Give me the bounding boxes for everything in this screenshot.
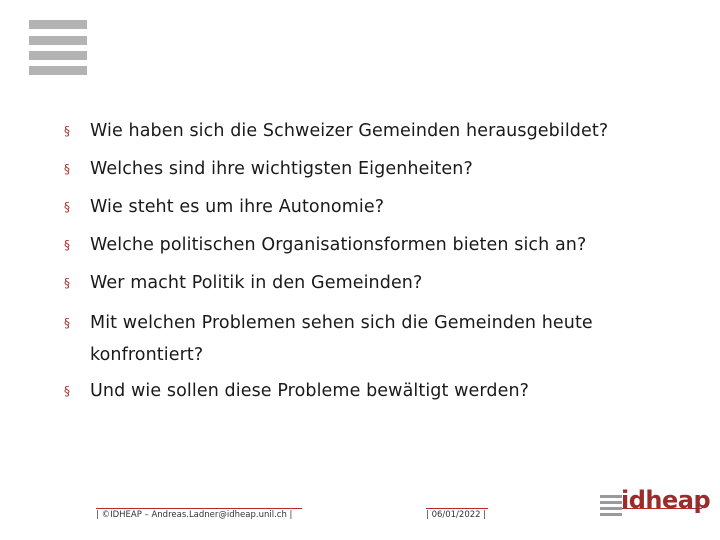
logo-stripe <box>600 513 622 516</box>
bullet-text: Wer macht Politik in den Gemeinden? <box>90 273 423 293</box>
bullet-marker-icon: § <box>64 384 71 398</box>
logo-bar <box>29 20 87 29</box>
bullet-marker-icon: § <box>64 276 71 290</box>
list-item <box>64 117 704 145</box>
logo-bar <box>29 51 87 60</box>
list-item <box>64 231 704 259</box>
logo-stripe <box>600 507 622 510</box>
footer-author: | ©IDHEAP – Andreas.Ladner@idheap.unil.ch | <box>96 510 293 520</box>
logo-bar <box>29 36 87 45</box>
bullet-text: Wie haben sich die Schweizer Gemeinden herausgebildet? <box>90 121 609 141</box>
footer-date: | 06/01/2022 | <box>426 510 487 520</box>
logo-wordmark: idheap <box>621 486 711 514</box>
bullet-marker-icon: § <box>64 124 71 138</box>
logo-stripe <box>600 495 622 498</box>
bullet-marker-icon: § <box>64 162 71 176</box>
footer-divider-segment <box>96 508 302 509</box>
logo-stripe <box>600 501 622 504</box>
bullet-marker-icon: § <box>64 316 71 330</box>
bullet-marker-icon: § <box>64 238 71 252</box>
bullet-text: Mit welchen Problemen sehen sich die Gemeinden heute konfrontiert? <box>90 313 593 365</box>
footer-divider-segment <box>426 508 488 509</box>
idheap-logo <box>600 486 711 520</box>
bullet-text: Wie steht es um ihre Autonomie? <box>90 197 385 217</box>
logo-bar <box>29 66 87 75</box>
bullet-marker-icon: § <box>64 200 71 214</box>
list-item <box>64 307 704 371</box>
list-item <box>64 269 704 297</box>
menu-bars-logo <box>29 20 87 76</box>
list-item <box>64 193 704 221</box>
bullet-text: Welches sind ihre wichtigsten Eigenheiten? <box>90 159 473 179</box>
question-list <box>64 117 704 415</box>
list-item <box>64 155 704 183</box>
list-item <box>64 377 704 405</box>
bullet-text: Welche politischen Organisationsformen bieten sich an? <box>90 235 587 255</box>
bullet-text: Und wie sollen diese Probleme bewältigt werden? <box>90 381 530 401</box>
